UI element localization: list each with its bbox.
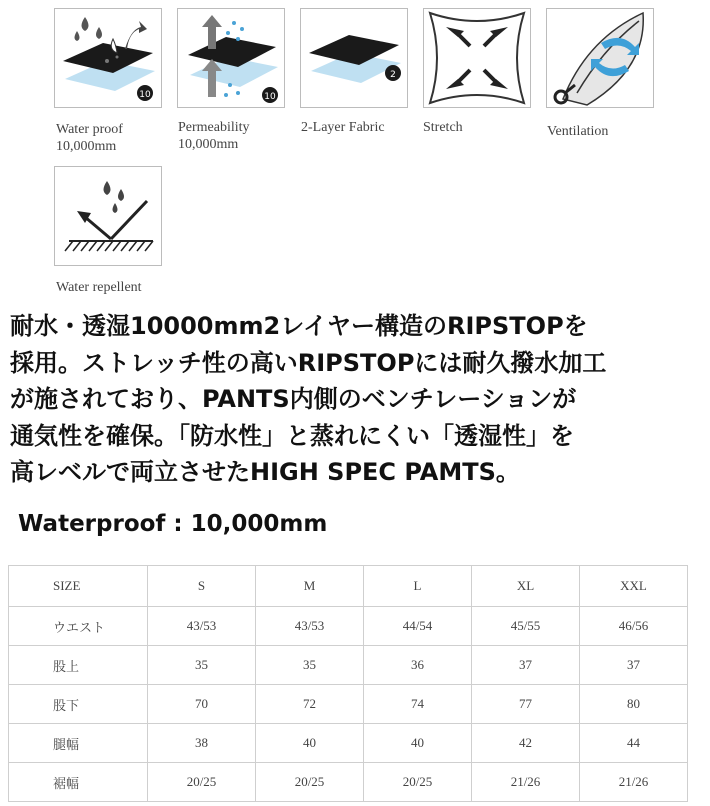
table-cell: XXL (580, 566, 688, 607)
two-layer-fabric-tile (300, 8, 408, 108)
badge-10: 10 (264, 92, 276, 102)
table-cell: 77 (472, 685, 580, 724)
water-proof-label: Water proof 10,000mm (56, 122, 123, 154)
stretch-icon (424, 9, 530, 107)
table-cell: 37 (472, 646, 580, 685)
size-table (8, 565, 688, 802)
table-cell: 股上 (9, 646, 148, 685)
table-row (9, 607, 688, 646)
table-cell: 38 (148, 724, 256, 763)
stretch-tile (423, 8, 531, 108)
permeability-icon (178, 9, 284, 107)
table-row (9, 724, 688, 763)
ventilation-label: Ventilation (547, 124, 609, 139)
table-cell: 44 (580, 724, 688, 763)
permeability-tile (177, 8, 285, 108)
table-cell: SIZE (9, 566, 148, 607)
water-repellent-tile (54, 166, 162, 266)
table-cell: 35 (148, 646, 256, 685)
table-cell: 72 (256, 685, 364, 724)
description-line: 通気性を確保。「防水性」と蒸れにくい「透湿性」を (10, 421, 574, 450)
table-cell: 20/25 (256, 763, 364, 802)
table-cell: 70 (148, 685, 256, 724)
table-cell: 42 (472, 724, 580, 763)
table-cell: 46/56 (580, 607, 688, 646)
water-repellent-label: Water repellent (56, 280, 142, 295)
table-cell: S (148, 566, 256, 607)
description-line: が施されており、PANTS内側のベンチレーションが (10, 385, 577, 413)
table-cell: 21/26 (580, 763, 688, 802)
table-cell: 腿幅 (9, 724, 148, 763)
water-repellent-icon (55, 167, 161, 265)
table-cell: 股下 (9, 685, 148, 724)
table-cell: 80 (580, 685, 688, 724)
description-line: 耐水・透湿10000mm2レイヤー構造のRIPSTOPを (10, 312, 588, 340)
table-cell: 74 (364, 685, 472, 724)
table-row (9, 685, 688, 724)
two-layer-fabric-icon (301, 9, 407, 107)
table-cell: 裾幅 (9, 763, 148, 802)
water-proof-icon (55, 9, 161, 107)
stretch-label: Stretch (423, 120, 463, 135)
table-cell: 37 (580, 646, 688, 685)
product-description (10, 308, 700, 491)
table-cell: 40 (256, 724, 364, 763)
table-cell: 43/53 (148, 607, 256, 646)
table-cell: 45/55 (472, 607, 580, 646)
water-proof-tile (54, 8, 162, 108)
badge-2: 2 (390, 70, 396, 80)
table-cell: 20/25 (364, 763, 472, 802)
table-cell: 21/26 (472, 763, 580, 802)
table-cell: M (256, 566, 364, 607)
table-cell: L (364, 566, 472, 607)
table-cell: 36 (364, 646, 472, 685)
table-cell: 44/54 (364, 607, 472, 646)
table-cell: 43/53 (256, 607, 364, 646)
table-cell: XL (472, 566, 580, 607)
table-row (9, 646, 688, 685)
table-cell: 35 (256, 646, 364, 685)
table-cell: 40 (364, 724, 472, 763)
permeability-label: Permeability 10,000mm (178, 120, 250, 152)
ventilation-icon (547, 9, 653, 107)
description-line: 高レベルで両立させたHIGH SPEC PAMTS。 (10, 458, 520, 486)
table-cell: ウエスト (9, 607, 148, 646)
description-line: 採用。ストレッチ性の高いRIPSTOPには耐久撥水加工 (10, 348, 607, 377)
table-header-row (9, 566, 688, 607)
table-cell: 20/25 (148, 763, 256, 802)
two-layer-fabric-label: 2-Layer Fabric (301, 120, 385, 135)
badge-10: 10 (139, 90, 151, 100)
table-row (9, 763, 688, 802)
ventilation-tile (546, 8, 654, 108)
waterproof-spec: Waterproof : 10,000mm (18, 511, 328, 537)
